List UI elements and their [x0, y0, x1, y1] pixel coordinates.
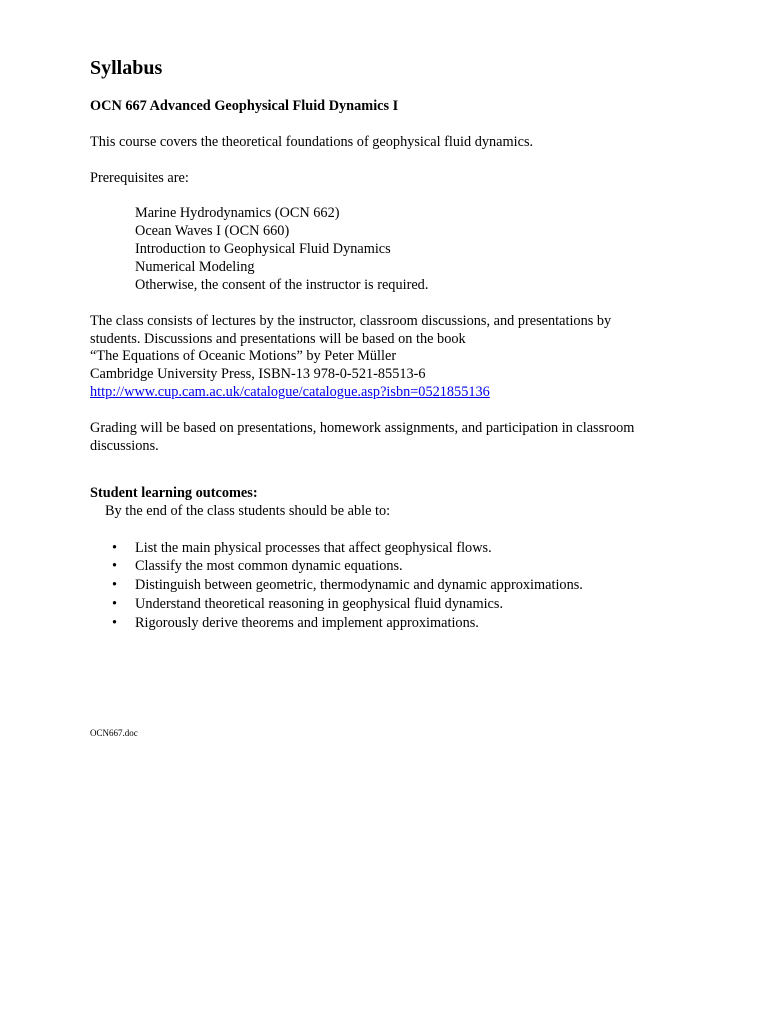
list-item: [112, 539, 492, 557]
list-item: [112, 576, 583, 594]
class-paragraph-line: Cambridge University Press, ISBN-13 978-0-521-85513-6: [90, 366, 426, 382]
page-title: Syllabus: [90, 57, 163, 79]
bullet-icon: •: [112, 558, 118, 574]
list-item: [112, 595, 503, 613]
prerequisite-item: Introduction to Geophysical Fluid Dynamics: [135, 241, 391, 257]
footer-filename: OCN667.doc: [90, 728, 138, 738]
class-paragraph-line: students. Discussions and presentations will be based on the book: [90, 331, 466, 347]
prerequisite-item: Otherwise, the consent of the instructor is required.: [135, 277, 429, 293]
outcome-text: Classify the most common dynamic equations.: [135, 558, 403, 574]
prerequisite-item: Ocean Waves I (OCN 660): [135, 223, 290, 239]
outcomes-heading: Student learning outcomes:: [90, 485, 258, 501]
bullet-icon: •: [112, 596, 118, 612]
outcome-text: Understand theoretical reasoning in geophysical fluid dynamics.: [135, 596, 504, 612]
prerequisite-item: Marine Hydrodynamics (OCN 662): [135, 205, 340, 221]
bullet-icon: •: [112, 540, 118, 556]
bullet-icon: •: [112, 615, 118, 631]
bullet-icon: •: [112, 577, 118, 593]
outcomes-intro: By the end of the class students should be able to:: [105, 503, 391, 519]
outcome-text: List the main physical processes that affect geophysical flows.: [135, 540, 492, 556]
outcome-text: Rigorously derive theorems and implement approximations.: [135, 615, 479, 631]
course-description: This course covers the theoretical foundations of geophysical fluid dynamics.: [90, 134, 534, 150]
grading-paragraph-line: Grading will be based on presentations, homework assignments, and participation in classroom: [90, 420, 635, 436]
class-paragraph-line: “The Equations of Oceanic Motions” by Peter Müller: [90, 348, 397, 364]
course-heading: OCN 667 Advanced Geophysical Fluid Dynamics I: [90, 98, 399, 114]
prerequisite-item: Numerical Modeling: [135, 259, 255, 275]
grading-paragraph-line: discussions.: [90, 438, 159, 454]
outcome-text: Distinguish between geometric, thermodynamic and dynamic approximations.: [135, 577, 583, 593]
book-catalogue-link[interactable]: http://www.cup.cam.ac.uk/catalogue/catalogue.asp?isbn=0521855136: [90, 384, 490, 400]
class-paragraph-line: The class consists of lectures by the instructor, classroom discussions, and presentations by: [90, 313, 612, 329]
list-item: [112, 614, 479, 632]
prerequisites-label: Prerequisites are:: [90, 170, 189, 186]
list-item: [112, 557, 403, 575]
